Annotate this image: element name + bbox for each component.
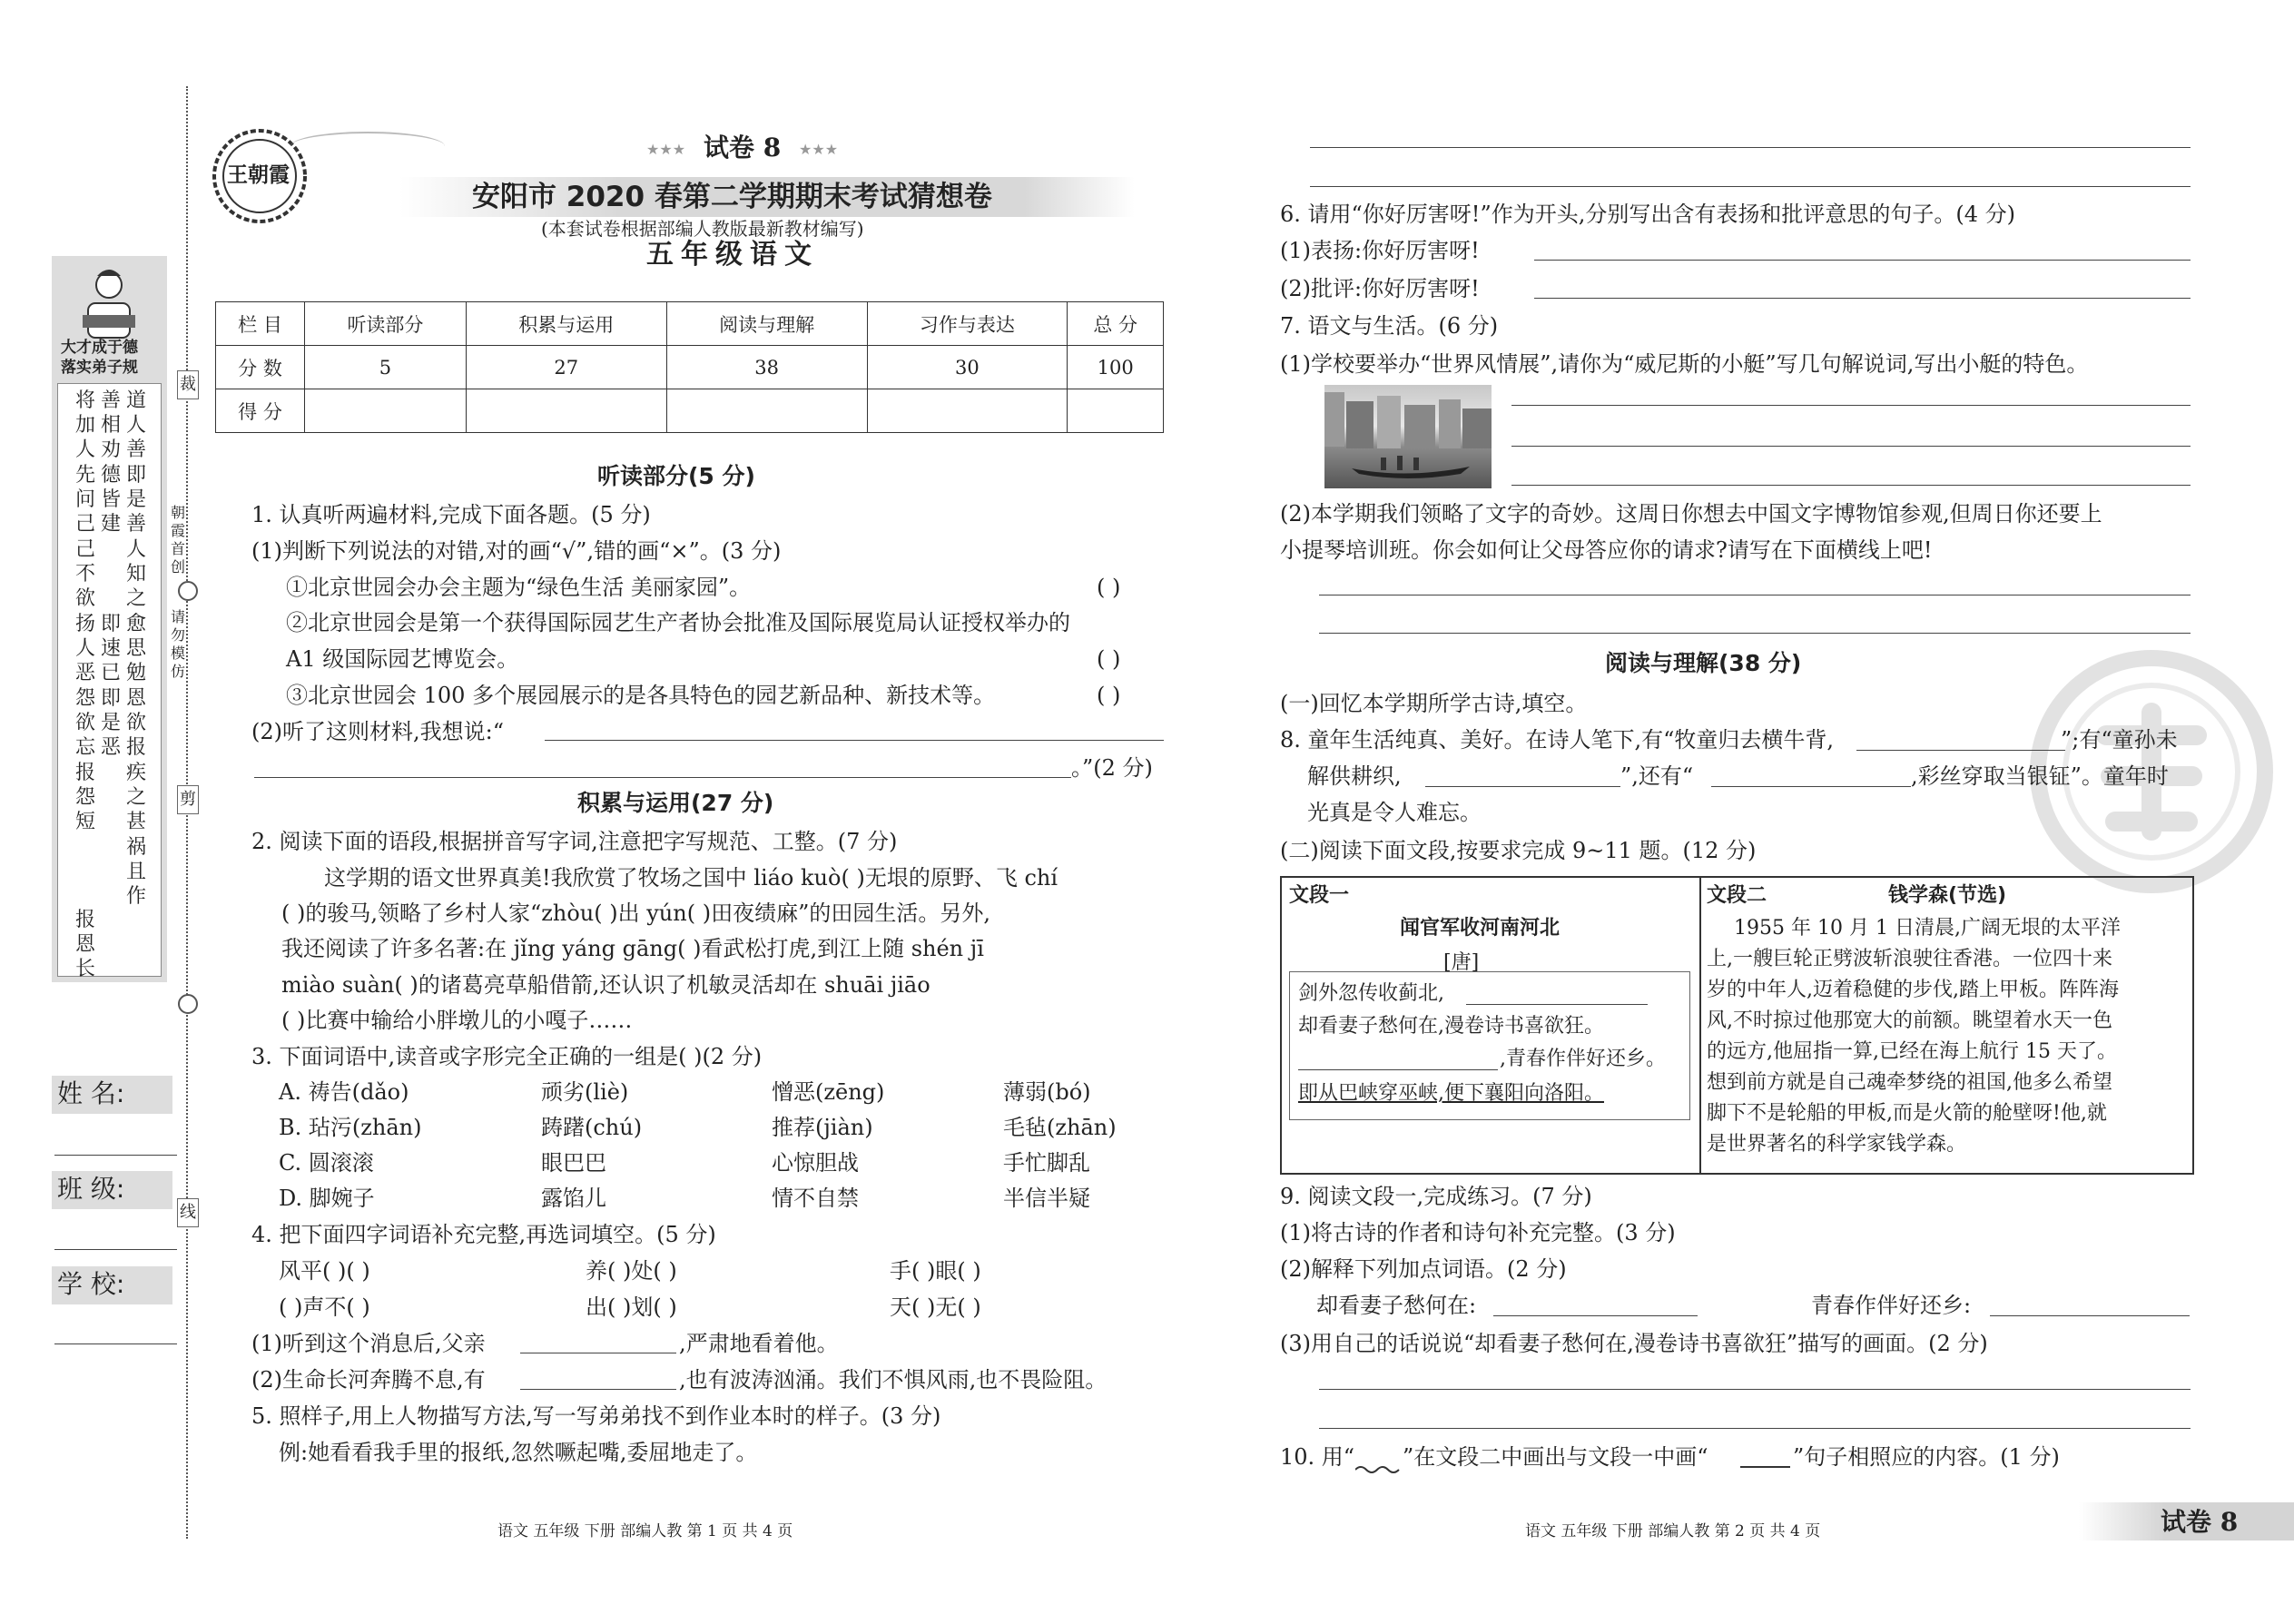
q4-idiom-2[interactable]: 养( )处( ) — [586, 1258, 677, 1284]
q4-sentence-2a: (2)生命长河奔腾不息,有 — [251, 1367, 486, 1393]
q7-answer-line[interactable] — [1511, 405, 2191, 406]
question-7: 7. 语文与生活。(6 分) — [1280, 313, 1499, 339]
q2-passage-line-4: miào suàn( )的诸葛亮草船借箭,还认识了机敏灵活却在 shuāi jiāo — [281, 972, 930, 998]
score-input-cell[interactable] — [1068, 389, 1164, 433]
q4-idiom-5[interactable]: 出( )划( ) — [586, 1294, 677, 1320]
cut-label-1: 裁 — [177, 370, 199, 399]
q3-option-c2: 眼巴巴 — [541, 1150, 606, 1176]
page-footer-right: 语文 五年级 下册 部编人教 第 2 页 共 4 页 — [1525, 1522, 1821, 1540]
q4-idiom-6[interactable]: 天( )无( ) — [890, 1294, 981, 1320]
sidebar-phrase: 即速已 — [100, 613, 121, 684]
sidebar-phrase: 恩欲报 — [125, 687, 146, 759]
sidebar-phrase: 人知之 — [125, 538, 146, 610]
question-1-1: (1)判断下列说法的对错,对的画“√”,错的画“×”。(3 分) — [251, 538, 782, 564]
sidebar-phrase: 怨欲忘 — [74, 687, 95, 759]
q1-statement-b: ②北京世园会是第一个获得国际园艺生产者协会批准及国际展览局认证授权举办的 — [286, 610, 1070, 635]
q7-answer-line[interactable] — [1511, 485, 2191, 486]
passage-2-line: 1955 年 10 月 1 日清晨,广阔无垠的太平洋 — [1734, 917, 2121, 940]
poem-dynasty: [唐] — [1443, 951, 1480, 974]
score-table-got-row — [216, 389, 1164, 433]
table-cell: 分 数 — [216, 346, 305, 389]
page-footer-left: 语文 五年级 下册 部编人教 第 1 页 共 4 页 — [497, 1522, 793, 1540]
subject-title: 五年级语文 — [646, 239, 819, 271]
sidebar-phrase: 己不欲 — [74, 538, 95, 610]
q4-sentence-1b: ,严肃地看着他。 — [679, 1331, 839, 1356]
table-cell: 栏 目 — [216, 302, 305, 346]
sidebar-phrase: 疾之甚 — [125, 762, 146, 833]
q6-praise-line[interactable] — [1534, 260, 2191, 261]
sidebar-phrase: 愈思勉 — [125, 613, 146, 684]
header-ribbon — [290, 132, 445, 161]
poem-blank-1[interactable] — [1466, 1004, 1648, 1005]
q4-idiom-1[interactable]: 风平( )( ) — [279, 1258, 370, 1284]
sidebar-phrase: 扬人恶 — [74, 613, 95, 684]
school-label: 学 校: — [57, 1269, 125, 1299]
question-1: 1. 认真听两遍材料,完成下面各题。(5 分) — [251, 502, 651, 527]
cut-label-3: 线 — [177, 1198, 199, 1227]
question-5: 5. 照样子,用上人物描写方法,写一写弟弟找不到作业本时的样子。(3 分) — [251, 1403, 941, 1429]
passage-2-title: 钱学森(节选) — [1888, 884, 2007, 907]
straight-underline-icon — [1740, 1466, 1790, 1468]
question-9-1: (1)将古诗的作者和诗句补充完整。(3 分) — [1280, 1220, 1676, 1245]
question-2: 2. 阅读下面的语段,根据拼音写字词,注意把字写规范、工整。(7 分) — [251, 829, 898, 854]
question-1-2: (2)听了这则材料,我想说:“ — [251, 719, 504, 744]
question-8-b: ”;有“童孙未 — [2061, 727, 2178, 753]
corner-series-label: 试卷 8 — [2161, 1507, 2239, 1537]
vertical-note-1: 朝霞首创 — [170, 504, 185, 576]
q3-option-c4: 手忙脚乱 — [1003, 1150, 1090, 1176]
venice-gondola-photo — [1324, 385, 1492, 488]
q3-option-c1[interactable]: C. 圆滚滚 — [279, 1150, 374, 1176]
q3-option-d1[interactable]: D. 脚婉子 — [279, 1186, 375, 1211]
sidebar-phrase: 将加人 — [74, 389, 95, 461]
binding-ring-icon — [178, 581, 198, 601]
answer-line[interactable] — [254, 777, 1071, 778]
question-9-2: (2)解释下列加点词语。(2 分) — [1280, 1256, 1567, 1282]
q7-answer-line[interactable] — [1511, 446, 2191, 447]
sidebar-phrase: 德皆建 — [100, 464, 121, 536]
q5-example: 例:她看看我手里的报纸,忽然噘起嘴,委屈地走了。 — [279, 1440, 758, 1465]
table-cell: 得 分 — [216, 389, 305, 433]
passage-2-line: 脚下不是轮船的甲板,而是火箭的舱壁呀!他,就 — [1707, 1102, 2107, 1125]
q3-option-d4: 半信半疑 — [1003, 1186, 1090, 1211]
answer-line[interactable] — [1310, 186, 2191, 187]
q9-2-word-a: 却看妻子愁何在: — [1316, 1293, 1477, 1318]
q9-3-answer-line[interactable] — [1319, 1389, 2191, 1390]
poem-line-2: 却看妻子愁何在,漫卷诗书喜欲狂。 — [1298, 1015, 1604, 1038]
poem-title: 闻官军收河南河北 — [1400, 917, 1561, 940]
sidebar-phrase: 善相劝 — [100, 389, 121, 461]
q1-statement-b-cont: A1 级国际园艺博览会。 — [286, 646, 519, 672]
table-cell: 总 分 — [1068, 302, 1164, 346]
section-title-reading: 阅读与理解(38 分) — [1605, 650, 1802, 676]
star-icon: ★★★ — [646, 141, 686, 158]
sidebar-phrase: 先问己 — [74, 464, 95, 536]
q1-answer-paren-a[interactable]: ( ) — [1097, 575, 1121, 600]
score-table — [215, 301, 1164, 433]
cut-label-2: 剪 — [177, 785, 199, 814]
wavy-underline-icon — [1355, 1462, 1401, 1472]
q3-option-b3: 推荐(jiàn) — [772, 1115, 873, 1140]
q2-passage-line-5: ( )比赛中输给小胖墩儿的小嘎子…… — [281, 1008, 633, 1033]
q1-statement-a: ①北京世园会办会主题为“绿色生活 美丽家园”。 — [286, 575, 752, 600]
page-subtitle: (本套试卷根据部编人教版最新教材编写) — [541, 218, 864, 240]
poem-line-4: 即从巴峡穿巫峡,便下襄阳向洛阳。 — [1298, 1082, 1604, 1105]
page-title: 安阳市 2020 春第二学期期末考试猜想卷 — [472, 181, 992, 213]
q7-part-1: (1)学校要举办“世界风情展”,请你为“威尼斯的小艇”写几句解说词,写出小艇的特色。 — [1280, 351, 2089, 377]
passage-2-line: 上,一艘巨轮正劈波斩浪驶往香港。一位四十来 — [1707, 948, 2112, 970]
question-8-e: ,彩丝穿取当银钲”。童年时 — [1911, 763, 2169, 789]
q3-option-a1[interactable]: A. 祷告(dǎo) — [279, 1079, 409, 1105]
answer-line[interactable] — [545, 740, 1164, 741]
score-input-cell[interactable] — [666, 389, 867, 433]
reading-part-1: (一)回忆本学期所学古诗,填空。 — [1280, 691, 1588, 716]
q9-2-blank-a[interactable] — [1493, 1315, 1698, 1316]
q3-option-c3: 心惊胆战 — [772, 1150, 859, 1176]
q6-criticism-line[interactable] — [1534, 298, 2191, 299]
sidebar-phrase: 报怨短 — [74, 762, 95, 833]
series-label: 试卷 8 — [704, 133, 782, 162]
table-cell: 阅读与理解 — [666, 302, 867, 346]
question-8-d: ”,还有“ — [1620, 763, 1694, 789]
sidebar-phrase: 即是善 — [125, 464, 146, 536]
q1-statement-c: ③北京世园会 100 多个展园展示的是各具特色的园艺新品种、新技术等。 — [286, 683, 996, 708]
section-title-accumulation: 积累与运用(27 分) — [577, 790, 774, 816]
question-4: 4. 把下面四字词语补充完整,再选词填空。(5 分) — [251, 1222, 716, 1247]
passage-2-line: 的远方,他屈指一算,已经在海上航行 15 天了。 — [1707, 1040, 2117, 1063]
q4-idiom-3[interactable]: 手( )眼( ) — [890, 1258, 981, 1284]
sidebar-phrase: 祸且作 — [125, 836, 146, 908]
logo-text: 王朝霞 — [227, 162, 290, 187]
question-10-c: ”句子相照应的内容。(1 分) — [1793, 1444, 2060, 1470]
sidebar-phrase: 即是恶 — [100, 687, 121, 759]
table-cell: 38 — [666, 346, 867, 389]
q9-3-answer-line[interactable] — [1319, 1428, 2191, 1429]
passage-1-label: 文段一 — [1289, 884, 1350, 907]
q2-passage-line-1: 这学期的语文世界真美!我欣赏了牧场之国中 liáo kuò( )无垠的原野、飞 chí — [324, 865, 1058, 891]
q1-answer-paren-b[interactable]: ( ) — [1097, 646, 1121, 672]
name-field[interactable] — [54, 1155, 177, 1156]
reading-part-2: (二)阅读下面文段,按要求完成 9~11 题。(12 分) — [1280, 838, 1757, 863]
q3-option-b2: 踌躇(chú) — [541, 1115, 643, 1140]
question-6: 6. 请用“你好厉害呀!”作为开头,分别写出含有表扬和批评意思的句子。(4 分) — [1280, 202, 2015, 227]
q4-blank-2[interactable] — [520, 1389, 676, 1390]
q2-passage-line-2: ( )的骏马,领略了乡村人家“zhòu( )出 yún( )田夜绩麻”的田园生活。另外, — [281, 901, 990, 926]
motto-line-2: 落实弟子规 — [61, 359, 138, 377]
motto-line-1: 大才成于德 — [61, 339, 138, 357]
q1-answer-paren-c[interactable]: ( ) — [1097, 683, 1121, 708]
passage-2-line: 是世界著名的科学家钱学森。 — [1707, 1133, 1967, 1156]
question-1-2-end: 。”(2 分) — [1071, 755, 1153, 781]
score-table-score-row — [216, 346, 1164, 389]
table-cell: 5 — [305, 346, 467, 389]
q3-option-a4: 薄弱(bó) — [1003, 1079, 1091, 1105]
score-input-cell[interactable] — [305, 389, 467, 433]
q2-passage-line-3: 我还阅读了许多名著:在 jǐng yáng gāng( )看武松打虎,到江上随 shén jī — [281, 936, 984, 961]
q6-criticism: (2)批评:你好厉害呀! — [1280, 276, 1480, 301]
q8-blank-2[interactable] — [1425, 786, 1620, 787]
q7-part-2-cont: 小提琴培训班。你会如何让父母答应你的请求?请写在下面横线上吧! — [1280, 537, 1933, 563]
q7-part-2: (2)本学期我们领略了文字的奇妙。这周日你想去中国文字博物馆参观,但周日你还要上 — [1280, 501, 2102, 527]
q4-sentence-2b: ,也有波涛汹涌。我们不惧风雨,也不畏险阻。 — [679, 1367, 1108, 1393]
star-icon: ★★★ — [799, 141, 839, 158]
vertical-note-2: 请勿模仿 — [170, 608, 185, 680]
q3-option-b1[interactable]: B. 玷污(zhān) — [279, 1115, 422, 1140]
q8-blank-3[interactable] — [1711, 786, 1911, 787]
q9-2-blank-b[interactable] — [1990, 1315, 2190, 1316]
score-input-cell[interactable] — [466, 389, 666, 433]
table-cell: 听读部分 — [305, 302, 467, 346]
question-8-c: 解供耕织, — [1307, 763, 1402, 789]
school-field[interactable] — [54, 1343, 177, 1344]
class-field[interactable] — [54, 1249, 177, 1250]
passages-divider — [1699, 876, 1701, 1173]
question-8-f: 光真是令人难忘。 — [1307, 800, 1482, 825]
passage-2-label: 文段二 — [1707, 884, 1767, 907]
q3-option-a3: 憎恶(zēng) — [772, 1079, 885, 1105]
q7-part-2-line[interactable] — [1319, 633, 2191, 634]
poem-line-1: 剑外忽传收蓟北, — [1298, 982, 1444, 1005]
question-9-3: (3)用自己的话说说“却看妻子愁何在,漫卷诗书喜欲狂”描写的画面。(2 分) — [1280, 1331, 1988, 1356]
scholar-figure-icon — [79, 265, 139, 347]
q3-option-a2: 顽劣(liè) — [541, 1079, 629, 1105]
q4-sentence-1a: (1)听到这个消息后,父亲 — [251, 1331, 486, 1356]
table-cell: 100 — [1068, 346, 1164, 389]
q3-option-d2: 露馅儿 — [541, 1186, 606, 1211]
answer-line[interactable] — [1310, 147, 2191, 148]
passage-2-line: 岁的中年人,迈着稳健的步伐,踏上甲板。阵阵海 — [1707, 979, 2119, 1001]
q4-idiom-4[interactable]: ( )声不( ) — [279, 1294, 370, 1320]
section-title-listening: 听读部分(5 分) — [597, 463, 755, 489]
table-cell: 积累与运用 — [466, 302, 666, 346]
question-10-b: ”在文段二中画出与文段一中画“ — [1403, 1444, 1708, 1470]
binding-ring-icon — [178, 994, 198, 1014]
score-table-header-row — [216, 302, 1164, 346]
name-label: 姓 名: — [57, 1078, 125, 1108]
poem-line-3: ,青春作伴好还乡。 — [1500, 1048, 1666, 1070]
sidebar-phrase: 道人善 — [125, 389, 146, 461]
table-cell: 27 — [466, 346, 666, 389]
question-10-a: 10. 用“ — [1280, 1444, 1355, 1470]
table-cell: 30 — [867, 346, 1068, 389]
question-8-a: 8. 童年生活纯真、美好。在诗人笔下,有“牧童归去横牛背, — [1280, 727, 1835, 753]
q6-praise: (1)表扬:你好厉害呀! — [1280, 238, 1480, 263]
passage-2-line: 风,不时掠过他那宽大的前额。眺望着水天一色 — [1707, 1009, 2112, 1032]
question-3: 3. 下面词语中,读音或字形完全正确的一组是( )(2 分) — [251, 1044, 763, 1069]
q3-option-b4: 毛毡(zhān) — [1003, 1115, 1117, 1140]
sidebar-phrase: 报恩长 — [74, 909, 95, 980]
score-input-cell[interactable] — [867, 389, 1068, 433]
passage-2-line: 想到前方就是自己魂牵梦绕的祖国,他多么希望 — [1707, 1071, 2112, 1094]
q8-blank-1[interactable] — [1856, 750, 2065, 751]
q3-option-d3: 情不自禁 — [772, 1186, 859, 1211]
table-cell: 习作与表达 — [867, 302, 1068, 346]
class-label: 班 级: — [57, 1174, 125, 1204]
question-9: 9. 阅读文段一,完成练习。(7 分) — [1280, 1184, 1592, 1209]
q9-2-word-b: 青春作伴好还乡: — [1811, 1293, 1972, 1318]
poem-blank-2[interactable] — [1298, 1069, 1498, 1070]
